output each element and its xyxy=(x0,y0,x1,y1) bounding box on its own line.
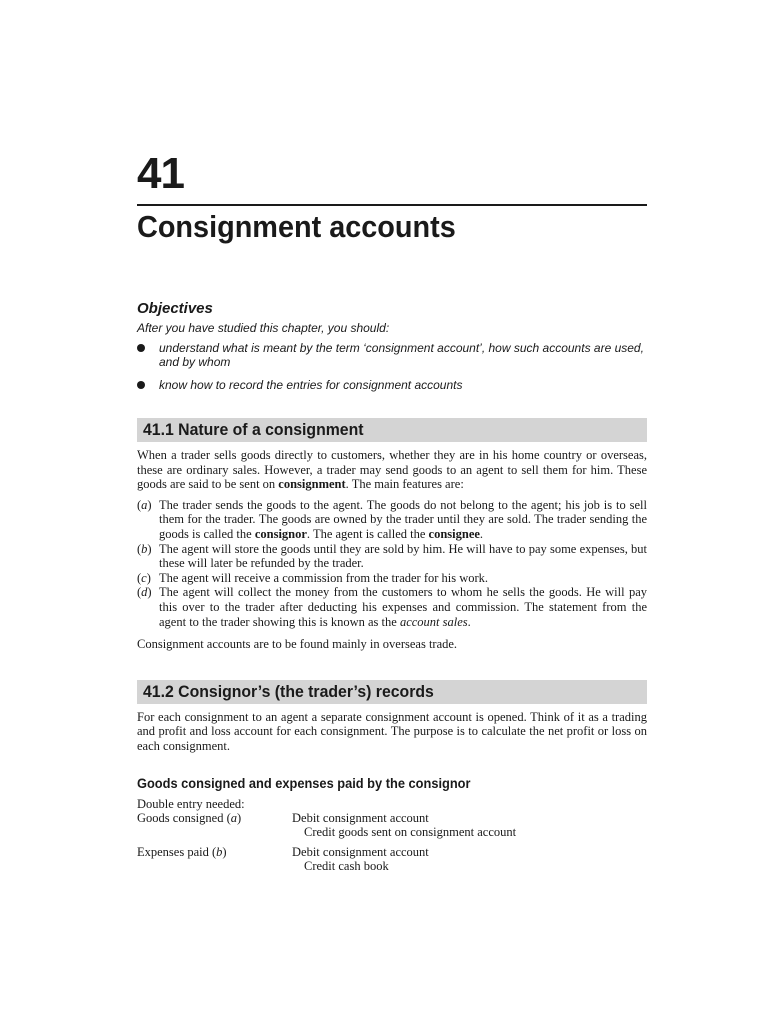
item-marker: (b) xyxy=(137,541,152,556)
term-consignee: consignee xyxy=(428,526,480,541)
text-run: . xyxy=(479,526,484,541)
bullet-icon xyxy=(137,344,145,352)
chapter-rule xyxy=(137,204,647,206)
entry-label: Expenses paid (b) xyxy=(137,844,227,859)
objectives-intro: After you have studied this chapter, you should: xyxy=(137,321,390,335)
page-content xyxy=(137,150,647,873)
objectives-heading: Objectives xyxy=(137,300,213,317)
text-run: The agent will receive a commission from the trader for his work. xyxy=(159,570,489,585)
double-entry-intro: Double entry needed: xyxy=(137,796,245,811)
objective-text: understand what is meant by the term ‘consignment account’, how such accounts are used, and by whom xyxy=(159,341,644,369)
item-marker: (a) xyxy=(137,497,152,512)
objective-item xyxy=(137,341,647,369)
text-run: The agent will store the goods until they are sold by him. He will have to pay some expenses, but these will later be refunded by the trader. xyxy=(159,541,647,571)
feature-item xyxy=(137,571,647,586)
entry-credit: Credit cash book xyxy=(304,858,389,873)
section-heading-41-1 xyxy=(137,418,647,442)
text-run: . xyxy=(467,614,471,629)
entry-row-expenses xyxy=(137,845,647,859)
text-run: The agent will collect the money from the customers to whom he sells the goods. He will pay this over to the trader after deducting his expenses and commission. The statement from the agent to the trader showing this is known as the xyxy=(159,585,647,629)
entry-credit: Credit goods sent on consignment account xyxy=(304,824,517,839)
section1-closing-paragraph: Consignment accounts are to be found mainly in overseas trade. xyxy=(137,637,458,652)
double-entry-block xyxy=(137,797,647,873)
chapter-number: 41 xyxy=(137,149,184,198)
term-consignment: consignment xyxy=(278,477,346,492)
subsection-heading: Goods consigned and expenses paid by the consignor xyxy=(137,775,471,791)
objectives-box xyxy=(137,300,647,392)
entry-debit: Debit consignment account xyxy=(292,810,429,825)
section2-paragraph: For each consignment to an agent a separate consignment account is opened. Think of it as a trading and profit and loss account for each consignment. The purpose is to calculate the net profit or loss on each consignment. xyxy=(137,709,647,753)
entry-label: Goods consigned (a) xyxy=(137,810,242,825)
section-heading-41-2 xyxy=(137,680,647,704)
item-marker: (c) xyxy=(137,570,151,585)
text-run: . The agent is called the xyxy=(306,526,429,541)
entry-debit: Debit consignment account xyxy=(292,844,429,859)
section-heading-text: 41.2 Consignor’s (the trader’s) records xyxy=(143,681,434,701)
features-list xyxy=(137,498,647,629)
section-heading-text: 41.1 Nature of a consignment xyxy=(143,420,364,439)
objective-text: know how to record the entries for consignment accounts xyxy=(159,378,463,392)
bullet-icon xyxy=(137,381,145,389)
chapter-title: Consignment accounts xyxy=(137,209,456,244)
objectives-list xyxy=(137,341,647,392)
objective-item xyxy=(137,378,647,392)
entry-row-expenses-credit xyxy=(137,859,647,873)
text-run: When a trader sells goods directly to customers, whether they are in his home country or overseas, these are ordinary sales. However, a trader may send goods to an agent to sell them for him. These goods are said to be sent on xyxy=(137,448,647,492)
item-marker: (d) xyxy=(137,585,152,600)
text-run: The trader sends the goods to the agent. The goods do not belong to the agent; his job is to sell them for the trader. The goods are owned by the trader until they are sold. The trader sending the goods is called the xyxy=(159,497,647,541)
feature-item xyxy=(137,498,647,542)
feature-item xyxy=(137,585,647,629)
section1-paragraph xyxy=(137,448,647,492)
term-account-sales: account sales xyxy=(399,614,468,629)
feature-item xyxy=(137,542,647,571)
entry-row-goods-credit xyxy=(137,825,647,839)
text-run: . The main features are: xyxy=(345,477,464,492)
entry-row-goods xyxy=(137,811,647,825)
term-consignor: consignor xyxy=(254,526,307,541)
